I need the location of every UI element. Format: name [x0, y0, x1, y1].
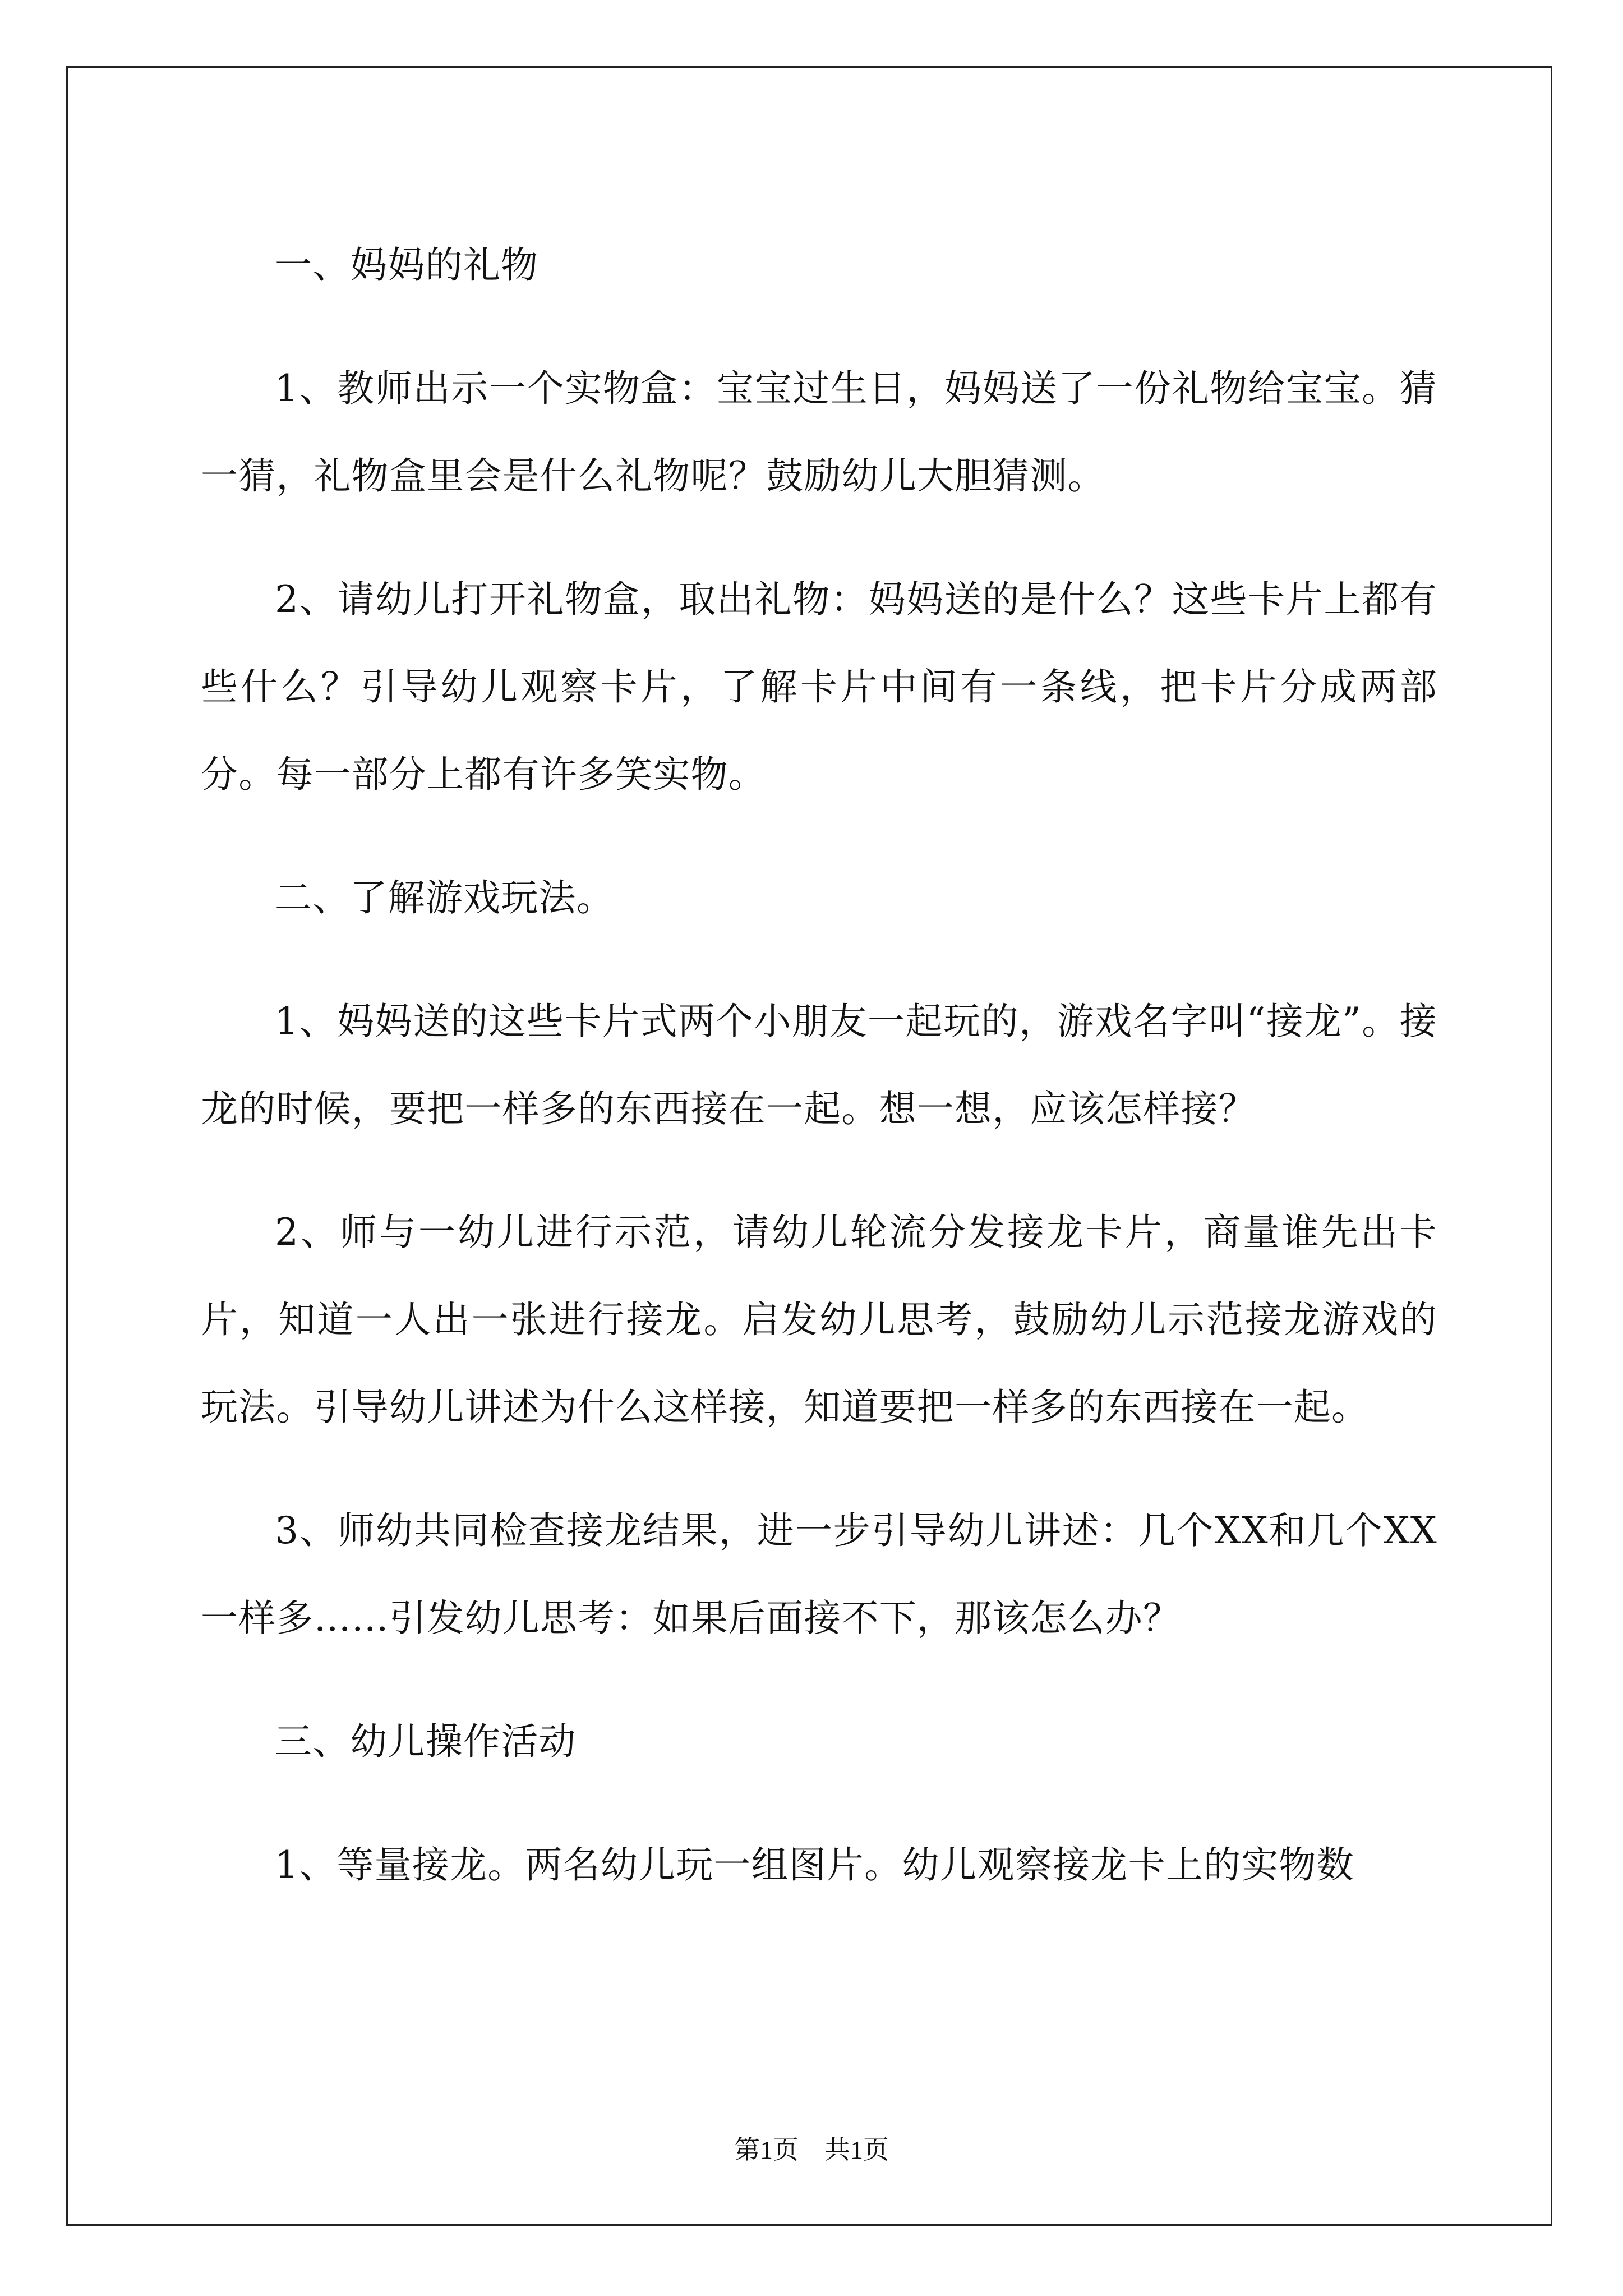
paragraph: 2、师与一幼儿进行示范，请幼儿轮流分发接龙卡片，商量谁先出卡片，知道一人出一张进行接龙。启发幼儿思考，鼓励幼儿示范接龙游戏的玩法。引导幼儿讲述为什么这样接，知道要把一样多的东西接在一起。 [201, 1211, 1437, 1429]
section-heading-game-rules: 二、了解游戏玩法。 [275, 876, 614, 919]
paragraph: 1、教师出示一个实物盒：宝宝过生日，妈妈送了一份礼物给宝宝。猜一猜，礼物盒里会是什么礼物呢？鼓励幼儿大胆猜测。 [201, 367, 1437, 498]
paragraph: 2、请幼儿打开礼物盒，取出礼物：妈妈送的是什么？这些卡片上都有些什么？引导幼儿观察卡片，了解卡片中间有一条线，把卡片分成两部分。每一部分上都有许多笑实物。 [201, 578, 1437, 796]
document-body [201, 222, 1437, 1945]
page-number-footer: 第1页 共1页 [734, 2136, 889, 2164]
section-heading-activity: 三、幼儿操作活动 [275, 1720, 577, 1763]
paragraph: 1、等量接龙。两名幼儿玩一组图片。幼儿观察接龙卡上的实物数 [275, 1843, 1354, 1887]
section-heading-gift: 一、妈妈的礼物 [275, 243, 539, 287]
paragraph: 1、妈妈送的这些卡片式两个小朋友一起玩的，游戏名字叫“接龙”。接龙的时候，要把一样多的东西接在一起。想一想，应该怎样接？ [201, 1000, 1437, 1130]
paragraph: 3、师幼共同检查接龙结果，进一步引导幼儿讲述：几个XX和几个XX一样多……引发幼儿思考：如果后面接不下，那该怎么办？ [201, 1509, 1437, 1640]
